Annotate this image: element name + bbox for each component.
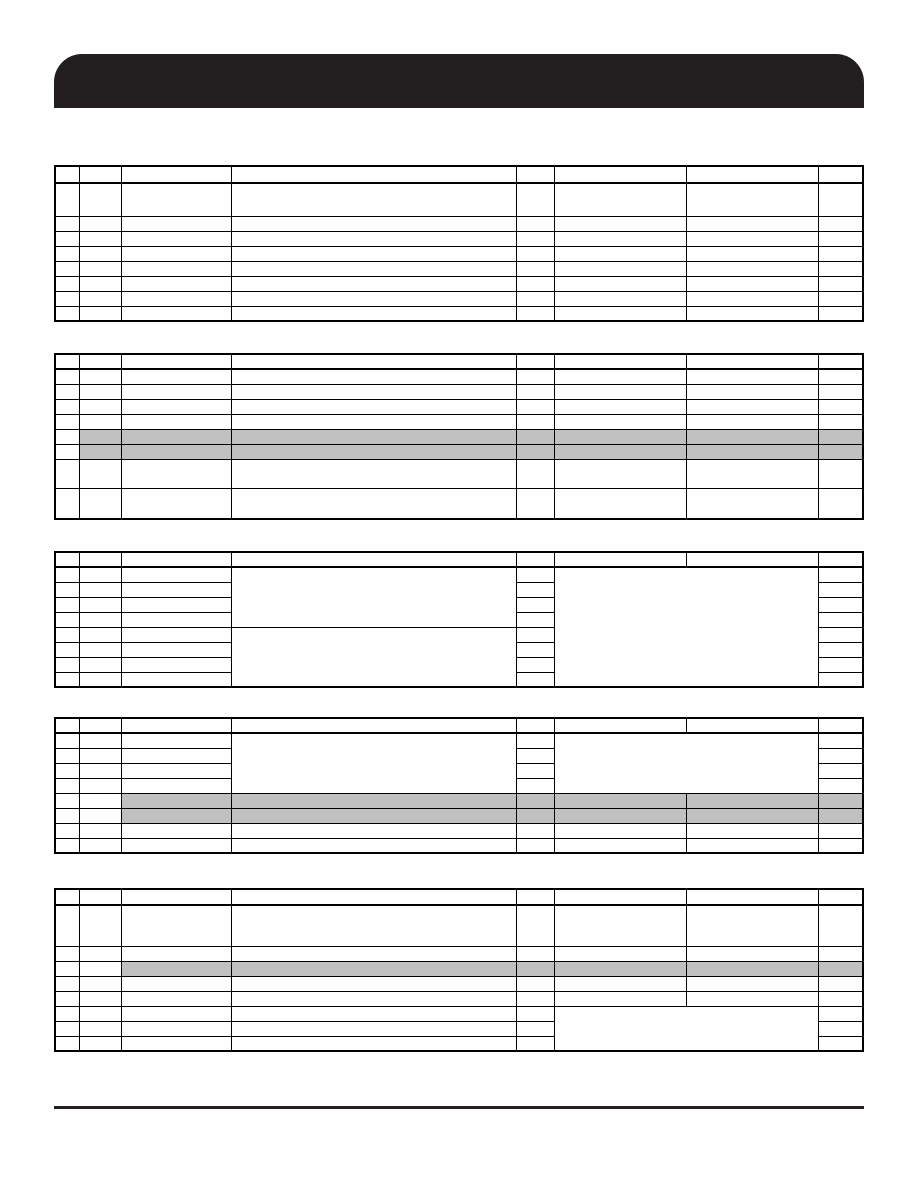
merged-description-cell bbox=[231, 567, 516, 627]
table-row bbox=[55, 823, 863, 838]
table-row bbox=[55, 991, 863, 1006]
table-row bbox=[55, 369, 863, 384]
merged-description-cell bbox=[231, 733, 516, 793]
table-row bbox=[55, 291, 863, 306]
table-row bbox=[55, 1006, 863, 1021]
table-row bbox=[55, 261, 863, 276]
table-row-shaded bbox=[55, 808, 863, 823]
table-row bbox=[55, 567, 863, 582]
pin-table-5 bbox=[54, 888, 864, 1052]
pin-table-4 bbox=[54, 717, 864, 854]
table-row bbox=[55, 976, 863, 991]
header-banner bbox=[54, 54, 864, 108]
table-header-row bbox=[55, 889, 863, 905]
table-row bbox=[55, 231, 863, 246]
table-row bbox=[55, 384, 863, 399]
table-header-row bbox=[55, 552, 863, 567]
merged-detail-cell bbox=[554, 733, 818, 793]
table-row bbox=[55, 459, 863, 488]
pin-table-3 bbox=[54, 551, 864, 688]
table-row bbox=[55, 905, 863, 946]
table-row-shaded bbox=[55, 429, 863, 444]
table-row-shaded bbox=[55, 444, 863, 459]
pin-table-1 bbox=[54, 165, 864, 322]
table-row bbox=[55, 733, 863, 748]
footer-rule bbox=[54, 1106, 864, 1109]
table-row bbox=[55, 414, 863, 429]
table-row bbox=[55, 183, 863, 216]
merged-detail-cell bbox=[554, 567, 818, 687]
table-row bbox=[55, 399, 863, 414]
table-row bbox=[55, 946, 863, 961]
table-row bbox=[55, 488, 863, 519]
table-row bbox=[55, 838, 863, 853]
table-row bbox=[55, 306, 863, 321]
table-row bbox=[55, 216, 863, 231]
merged-detail-cell bbox=[554, 1006, 818, 1051]
merged-description-cell bbox=[231, 627, 516, 687]
table-row bbox=[55, 246, 863, 261]
table-row-shaded bbox=[55, 793, 863, 808]
table-header-row bbox=[55, 354, 863, 369]
table-row-shaded bbox=[55, 961, 863, 976]
table-header-row bbox=[55, 718, 863, 733]
pin-table-2 bbox=[54, 353, 864, 520]
table-header-row bbox=[55, 166, 863, 183]
table-row bbox=[55, 276, 863, 291]
